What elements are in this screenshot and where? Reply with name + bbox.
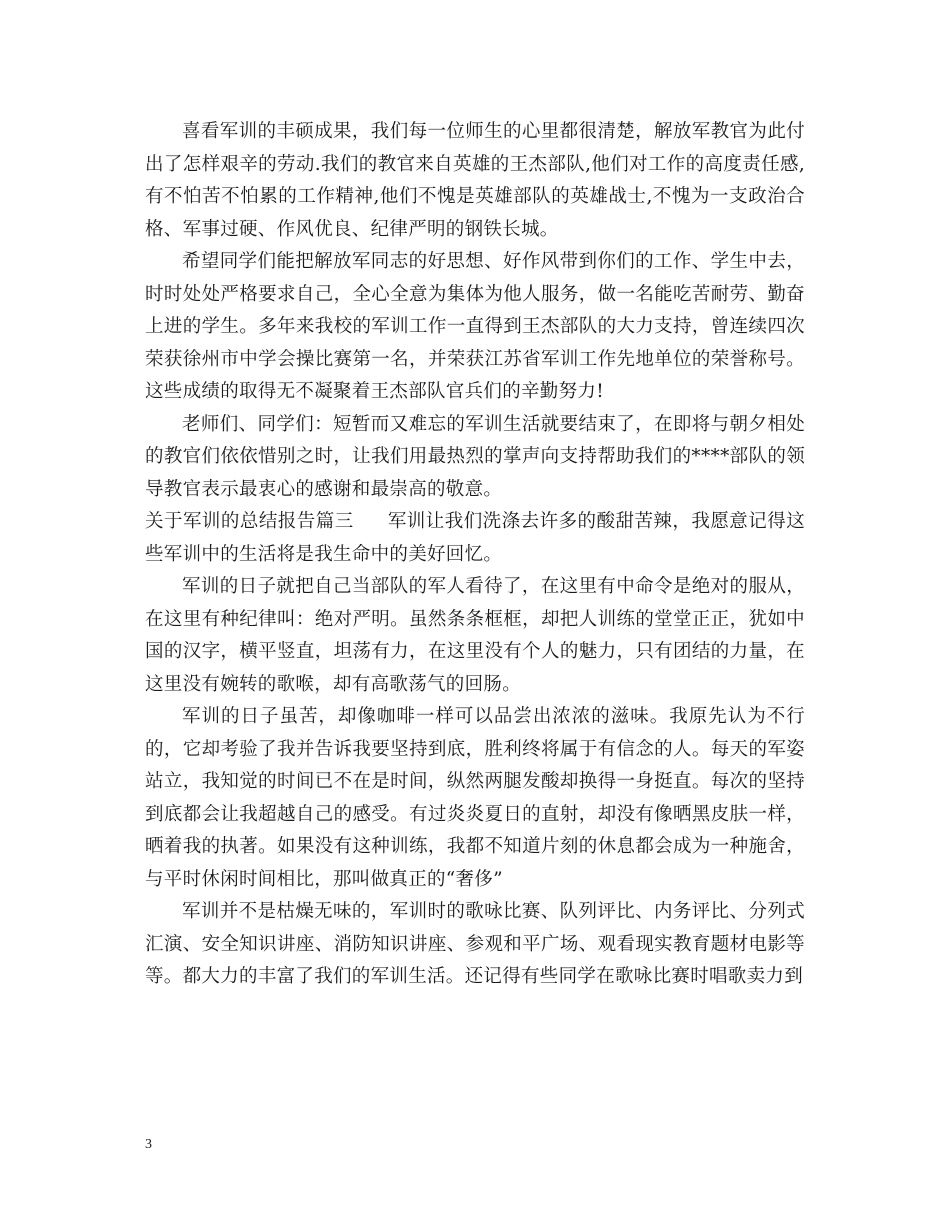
paragraph-4: 军训的日子就把自己当部队的军人看待了，在这里有中命令是绝对的服从，在这里有种纪律叫：绝对严明。虽然条条框框，却把人训练的堂堂正正，犹如中国的汉字，横平竖直，坦荡有力，在这里没有个人的魅力，只有团结的力量，在这里没有婉转的歌喉，却有高歌荡气的回肠。 (145, 576, 805, 695)
paragraph-2: 希望同学们能把解放军同志的好思想、好作风带到你们的工作、学生中去，时时处处严格要求自己，全心全意为集体为他人服务，做一名能吃苦耐劳、勤奋上进的学生。多年来我校的军训工作一直得到王杰部队的大力支持，曾连续四次荣获徐州市中学会操比赛第一名，并荣获江苏省军训工作先地单位的荣誉称号。这些成绩的取得无不凝聚着王杰部队官兵们的辛勤努力! (145, 251, 805, 402)
paragraph-1: 喜看军训的丰硕成果，我们每一位师生的心里都很清楚，解放军教官为此付出了怎样艰辛的劳动.我们的教官来自英雄的王杰部队,他们对工作的高度责任感,有不怕苦不怕累的工作精神,他们不愧是英雄部队的英雄战士,不愧为一支政治合格、军事过硬、作风优良、纪律严明的钢铁长城。 (145, 121, 805, 240)
paragraph-3: 老师们、同学们：短暂而又难忘的军训生活就要结束了，在即将与朝夕相处的教官们依依惜别之时，让我们用最热烈的掌声向支持帮助我们的****部队的领导教官表示最衷心的感谢和最崇高的敬意。 (145, 413, 805, 500)
section-intro-text: 军训让我们洗涤去许多的酸甜苦辣，我愿意记得这些军训中的生活将是我生命中的美好回忆。 (145, 511, 805, 565)
paragraph-5: 军训的日子虽苦，却像咖啡一样可以品尝出浓浓的滋味。我原先认为不行的，它却考验了我并告诉我要坚持到底，胜利终将属于有信念的人。每天的军姿站立，我知觉的时间已不在是时间，纵然两腿发酸却换得一身挺直。每次的坚持到底都会让我超越自己的感受。有过炎炎夏日的直射，却没有像晒黑皮肤一样，晒着我的执著。如果没有这种训练，我都不知道片刻的休息都会成为一种施舍，与平时休闲时间相比，那叫做真正的“奢侈” (145, 706, 805, 890)
section-title: 关于军训的总结报告篇三 (145, 511, 354, 532)
section-heading-paragraph (145, 506, 805, 571)
paragraph-6: 军训并不是枯燥无味的，军训时的歌咏比赛、队列评比、内务评比、分列式汇演、安全知识讲座、消防知识讲座、参观和平广场、观看现实教育题材电影等等。都大力的丰富了我们的军训生活。还记得有些同学在歌咏比赛时唱歌卖力到 (145, 901, 805, 987)
page-number: 3 (145, 1137, 152, 1152)
document-page (145, 116, 805, 994)
